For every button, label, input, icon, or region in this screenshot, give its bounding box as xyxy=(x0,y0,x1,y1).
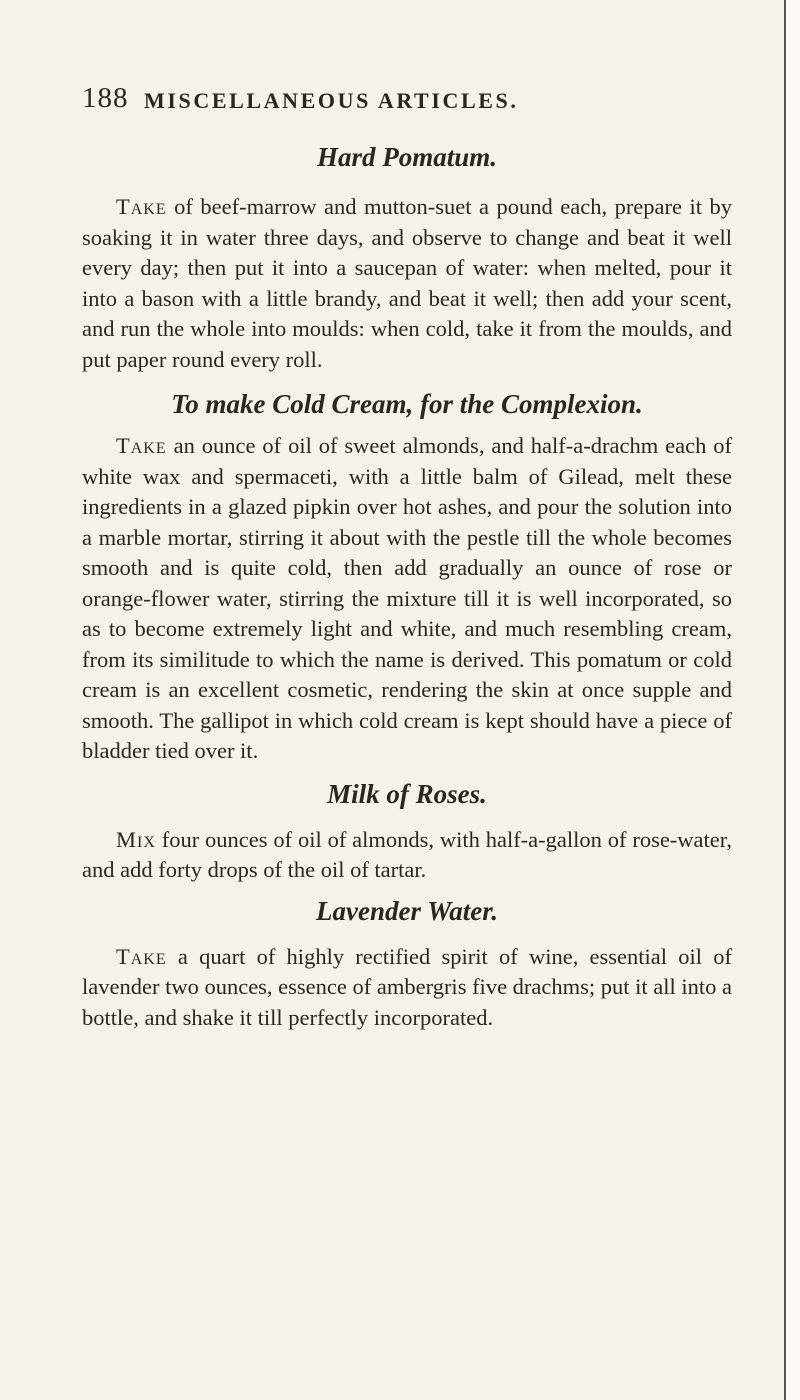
recipe-paragraph-cold-cream xyxy=(82,431,732,767)
section-title-cold-cream: To make Cold Cream, for the Complexion. xyxy=(171,389,643,419)
paragraph-text: a quart of highly rectified spirit of wine, essential oil of lavender two ounces, essence of ambergris five drachms; put it all into a bottle, and shake it till perfectly incorporated. xyxy=(82,943,733,1030)
running-head: MISCELLANEOUS ARTICLES. xyxy=(144,88,519,113)
recipe-paragraph-milk-of-roses xyxy=(82,825,732,886)
section-title-milk-of-roses: Milk of Roses. xyxy=(327,778,487,809)
recipe-paragraph-lavender-water xyxy=(82,942,732,1034)
paragraph-text: four ounces of oil of almonds, with half-a-gallon of rose-water, and add forty drops of the oil of tartar. xyxy=(82,826,732,882)
recipe-paragraph-hard-pomatum xyxy=(82,192,732,375)
page-header xyxy=(82,82,722,122)
page-number: 188 xyxy=(82,82,129,114)
page-content xyxy=(82,140,732,1033)
paragraph-text: an ounce of oil of sweet almonds, and half-a-drachm each of white wax and spermaceti, with a little balm of Gilead, melt these ingredients in a glazed pipkin over hot ashes, and pour the solution into a marble mortar, stirring it about with the pestle till the whole becomes smooth and is quite cold, then add gradually an ounce of rose or orange-flower water, stirring the mixture till it is well incorporated, so as to become extremely light and white, and much resembling cream, from its similitude to which the name is derived. This pomatum or cold cream is an excellent cosmetic, rendering the skin at once supple and smooth. The gallipot in which cold cream is kept should have a piece of bladder tied over it. xyxy=(82,433,733,763)
paragraph-lead-word: Mix xyxy=(116,826,156,852)
paragraph-lead-word: Take xyxy=(116,433,167,458)
page-edge xyxy=(784,0,800,1400)
paragraph-lead-word: Take xyxy=(116,194,167,219)
section-title-lavender-water: Lavender Water. xyxy=(316,895,498,926)
paragraph-text: of beef-marrow and mutton-suet a pound each, prepare it by soaking it in water three days, and observe to change and beat it well every day; then put it into a saucepan of water: when melted, pour it into a bason with a little brandy, and beat it well; then add your scent, and run the whole into moulds: when cold, take it from the moulds, and put paper round every roll. xyxy=(82,194,733,372)
section-title-hard-pomatum: Hard Pomatum. xyxy=(316,142,498,172)
paragraph-lead-word: Take xyxy=(116,943,167,969)
